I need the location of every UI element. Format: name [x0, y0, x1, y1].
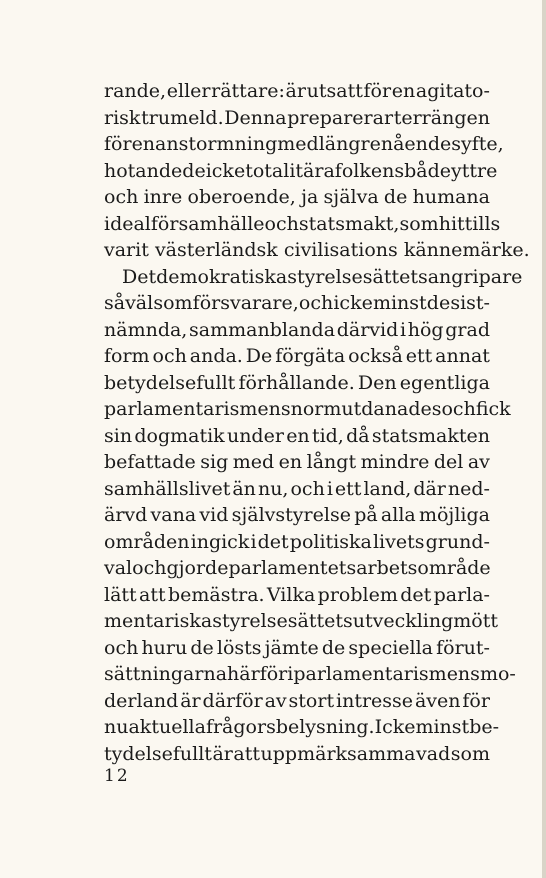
text-line [104, 105, 490, 132]
word: i [287, 663, 294, 685]
word: rande, [104, 80, 167, 102]
word: demokratiska [156, 265, 288, 288]
word: utsatt [306, 80, 363, 102]
word: jämte [264, 636, 319, 659]
word: både [404, 159, 451, 182]
text-line [104, 131, 504, 158]
word: icke [205, 159, 246, 182]
word: hittills [438, 212, 501, 235]
word: intresse [336, 689, 414, 712]
word: att [233, 742, 260, 765]
word: möjliga [418, 504, 490, 526]
word: aktuella [128, 716, 206, 738]
word: de [426, 292, 451, 314]
word: förut- [436, 636, 490, 659]
word: anda. [189, 345, 243, 367]
word: det [400, 583, 432, 606]
text-line [104, 423, 490, 450]
word: Det [122, 265, 157, 288]
word: att [139, 583, 166, 606]
word: och [104, 636, 139, 659]
word: självstyrelse [231, 504, 351, 526]
word: agitato- [415, 80, 490, 102]
word: nämnda, [104, 318, 188, 341]
word: av [264, 689, 287, 712]
word: minst [372, 292, 427, 314]
page-number: 12 [104, 766, 130, 786]
text-line [104, 661, 516, 688]
word: parlamentarismens [104, 398, 291, 420]
word: preparerar [287, 106, 394, 129]
word: i [250, 530, 257, 553]
word: terrängen [393, 106, 490, 129]
word: civilisations [283, 239, 398, 261]
word: anstormning [155, 133, 278, 155]
word: själva [323, 186, 379, 208]
word: Vilka [266, 583, 316, 606]
word: hotande [104, 159, 183, 182]
word: dogmatik [134, 424, 225, 447]
word: som [399, 212, 439, 235]
word: parla- [433, 583, 490, 606]
word: belysning. [275, 716, 375, 738]
word: trumeld. [141, 106, 224, 129]
word: sin [104, 424, 133, 447]
word: icke [333, 292, 373, 314]
word: och [441, 398, 476, 420]
word: ja [301, 186, 319, 208]
word: gjorde [166, 557, 229, 579]
word: en [391, 80, 416, 102]
word: de [383, 186, 408, 208]
word: minst [415, 716, 470, 738]
word: del [433, 451, 464, 473]
word: än [232, 477, 256, 500]
word: fick [475, 398, 511, 420]
word: det [257, 530, 289, 553]
word: stort [288, 689, 335, 712]
word: för [150, 212, 179, 235]
word: risk [104, 106, 141, 129]
word: med [277, 133, 319, 155]
word: en [278, 451, 303, 473]
word: Den [357, 371, 397, 394]
word: förgäta [275, 345, 346, 367]
word: på [354, 504, 378, 526]
word: styrelsesättets [212, 610, 353, 632]
text-line [104, 714, 500, 741]
word: tid, [311, 424, 344, 447]
word: oberoende, [187, 186, 296, 208]
word: ned- [447, 477, 490, 500]
word: och [132, 557, 167, 579]
word: annat [435, 345, 490, 367]
text-line [104, 555, 490, 582]
word: med [232, 451, 275, 473]
word: kännemärke. [403, 239, 530, 261]
text-line [104, 635, 490, 662]
text-line [104, 370, 490, 397]
text-line [104, 396, 511, 423]
word: samhälle [178, 212, 265, 235]
text-line [104, 502, 490, 529]
word: som [153, 292, 193, 314]
text-line [104, 290, 490, 317]
word: de [190, 636, 214, 659]
word: ärvd [104, 504, 148, 526]
word: huru [141, 636, 188, 659]
word: varit [104, 239, 149, 261]
text-line [104, 608, 499, 635]
word: även [414, 689, 461, 712]
word: ideal [104, 212, 151, 235]
word: land, [363, 477, 412, 500]
text-line [104, 211, 501, 238]
text-line [104, 158, 498, 185]
body-text [104, 78, 530, 767]
word: försvarare, [192, 292, 299, 314]
word: form [104, 345, 150, 367]
word: mo- [479, 663, 516, 685]
word: hög [407, 318, 444, 341]
word: i [399, 318, 407, 341]
word: De [245, 345, 273, 367]
word: är [180, 689, 201, 712]
word: är [212, 742, 233, 765]
word: långt [306, 451, 357, 473]
word: också [348, 345, 403, 367]
word: befattade [104, 451, 196, 473]
text-line [104, 78, 490, 105]
word: arbetsområde [356, 557, 491, 579]
word: mindre [360, 451, 430, 473]
word: be- [469, 716, 500, 738]
word: under [226, 424, 284, 447]
word: totalitära [245, 159, 335, 182]
word: statsmakten [371, 424, 490, 447]
word: mentariska [104, 610, 213, 632]
word: är [285, 80, 306, 102]
word: Icke [374, 716, 416, 738]
word: ett [405, 345, 433, 367]
word: områden [104, 530, 190, 553]
text-line [104, 184, 490, 211]
word: derland [104, 689, 179, 712]
word: nående [380, 133, 452, 155]
word: statsmakt, [298, 212, 400, 235]
word: problem [317, 583, 398, 606]
text-line [104, 317, 490, 344]
word: egentliga [399, 371, 490, 394]
word: val [104, 557, 133, 579]
word: sammanblanda [189, 318, 336, 341]
word: samhällslivet [104, 477, 231, 500]
word: styrelsesättets [287, 265, 428, 288]
word: livets [372, 530, 425, 553]
word: vid [199, 504, 229, 526]
word: och [298, 292, 334, 314]
page-edge [542, 0, 546, 878]
word: lätt [104, 583, 137, 606]
word: betydelsefullt [104, 371, 236, 394]
word: tydelsefullt [104, 742, 212, 765]
word: lösts [216, 636, 262, 659]
word: därvid [336, 318, 399, 341]
word: humana [412, 186, 490, 208]
word: och [290, 477, 325, 500]
text-line [104, 529, 490, 556]
word: nu, [257, 477, 289, 500]
text-line [104, 237, 530, 264]
word: såväl [104, 292, 154, 314]
word: härför [227, 663, 288, 685]
word: sättningarna [104, 663, 228, 685]
text-line [104, 741, 490, 768]
word: yttre [450, 159, 498, 182]
word: då [346, 424, 370, 447]
word: parlamentarismens [293, 663, 480, 685]
word: grad [445, 318, 490, 341]
word: förhållande. [238, 371, 355, 394]
word: frågors [205, 716, 276, 738]
word: som [450, 742, 490, 765]
text-line [104, 476, 490, 503]
word: sist- [450, 292, 490, 314]
word: en [131, 133, 156, 155]
word: för [104, 133, 132, 155]
word: speciella [348, 636, 434, 659]
word: vad [416, 742, 451, 765]
word: syfte, [451, 133, 504, 155]
word: ett [334, 477, 362, 500]
word: västerländsk [154, 239, 278, 261]
word: eller [166, 80, 211, 102]
text-line [104, 264, 523, 291]
word: av [467, 451, 490, 473]
word: för [363, 80, 392, 102]
word: norm [290, 398, 342, 420]
word: utdanades [341, 398, 442, 420]
word: uppmärksamma [260, 742, 416, 765]
word: alla [380, 504, 416, 526]
text-line [104, 449, 490, 476]
word: och [264, 212, 299, 235]
word: mött [453, 610, 499, 632]
word: de [182, 159, 206, 182]
word: en [286, 424, 310, 447]
word: där [413, 477, 446, 500]
word: utveckling [352, 610, 454, 632]
word: bemästra. [167, 583, 265, 606]
word: vana [150, 504, 197, 526]
word: ingick [190, 530, 250, 553]
word: och [104, 186, 139, 208]
word: i [326, 477, 333, 500]
word: längre [318, 133, 381, 155]
word: nu [104, 716, 129, 738]
word: för [462, 689, 490, 712]
word: Denna [224, 106, 287, 129]
text-line [104, 343, 490, 370]
word: grund- [425, 530, 490, 553]
word: rättare: [211, 80, 285, 102]
word: parlamentets [228, 557, 357, 579]
word: folkens [334, 159, 405, 182]
word: inre [143, 186, 183, 208]
word: de [321, 636, 346, 659]
word: angripare [427, 265, 523, 288]
text-line [104, 582, 490, 609]
word: och [152, 345, 187, 367]
text-line [104, 688, 490, 715]
word: sig [200, 451, 229, 473]
word: politiska [289, 530, 372, 553]
word: därför [202, 689, 263, 712]
